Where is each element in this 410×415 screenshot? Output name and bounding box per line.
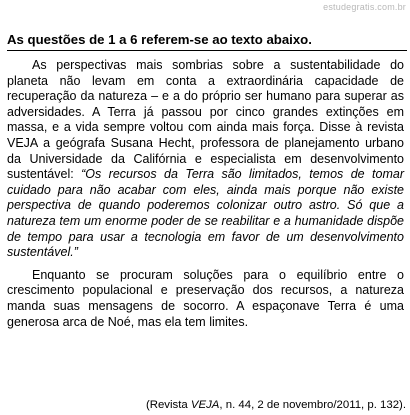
source-citation — [146, 399, 406, 411]
source-prefix: (Revista — [145, 399, 191, 411]
paragraph-1-quote: “Os recursos da Terra são limitados, temos de tomar cuidado para não acabar com eles, ainda mais porque não existe perspectiva de quando poderemos colonizar outro astro. Só que a natureza tem um enorme poder de se reabilitar e a humanidade dispõe de tempo para usar a tecnologia em favor de um desenvolvimento sustentável.” — [7, 167, 404, 260]
paragraph-2: Enquanto se procuram soluções para o equilíbrio entre o crescimento populacional e preservação dos recursos, a natureza manda suas mensagens de socorro. A espaçonave Terra é uma generosa arca de Noé, mas ela tem limites. — [7, 267, 404, 329]
source-magazine: VEJA — [190, 399, 220, 411]
article-text — [7, 58, 404, 337]
heading-divider — [7, 50, 407, 51]
paragraph-1 — [7, 58, 404, 261]
site-watermark: estudegratis.com.br — [323, 2, 406, 12]
source-suffix: , n. 44, 2 de novembro/2011, p. 132). — [219, 399, 406, 411]
paragraph-1-text: As perspectivas mais sombrias sobre a sustentabilidade do planeta não levam em conta a extraordinária capacidade de recuperação da natureza – e a do próprio ser humano para superar as adversidades. A Terra já passou por cinco grandes extinções em massa, e a vida sempre voltou com ainda mais força. Disse à revista VEJA a geógrafa Susana Hecht, professora de planejamento urbano da Universidade da Califórnia e especialista em desenvolvimento sustentável: — [7, 58, 404, 182]
section-heading: As questões de 1 a 6 referem-se ao texto abaixo. — [7, 32, 312, 47]
